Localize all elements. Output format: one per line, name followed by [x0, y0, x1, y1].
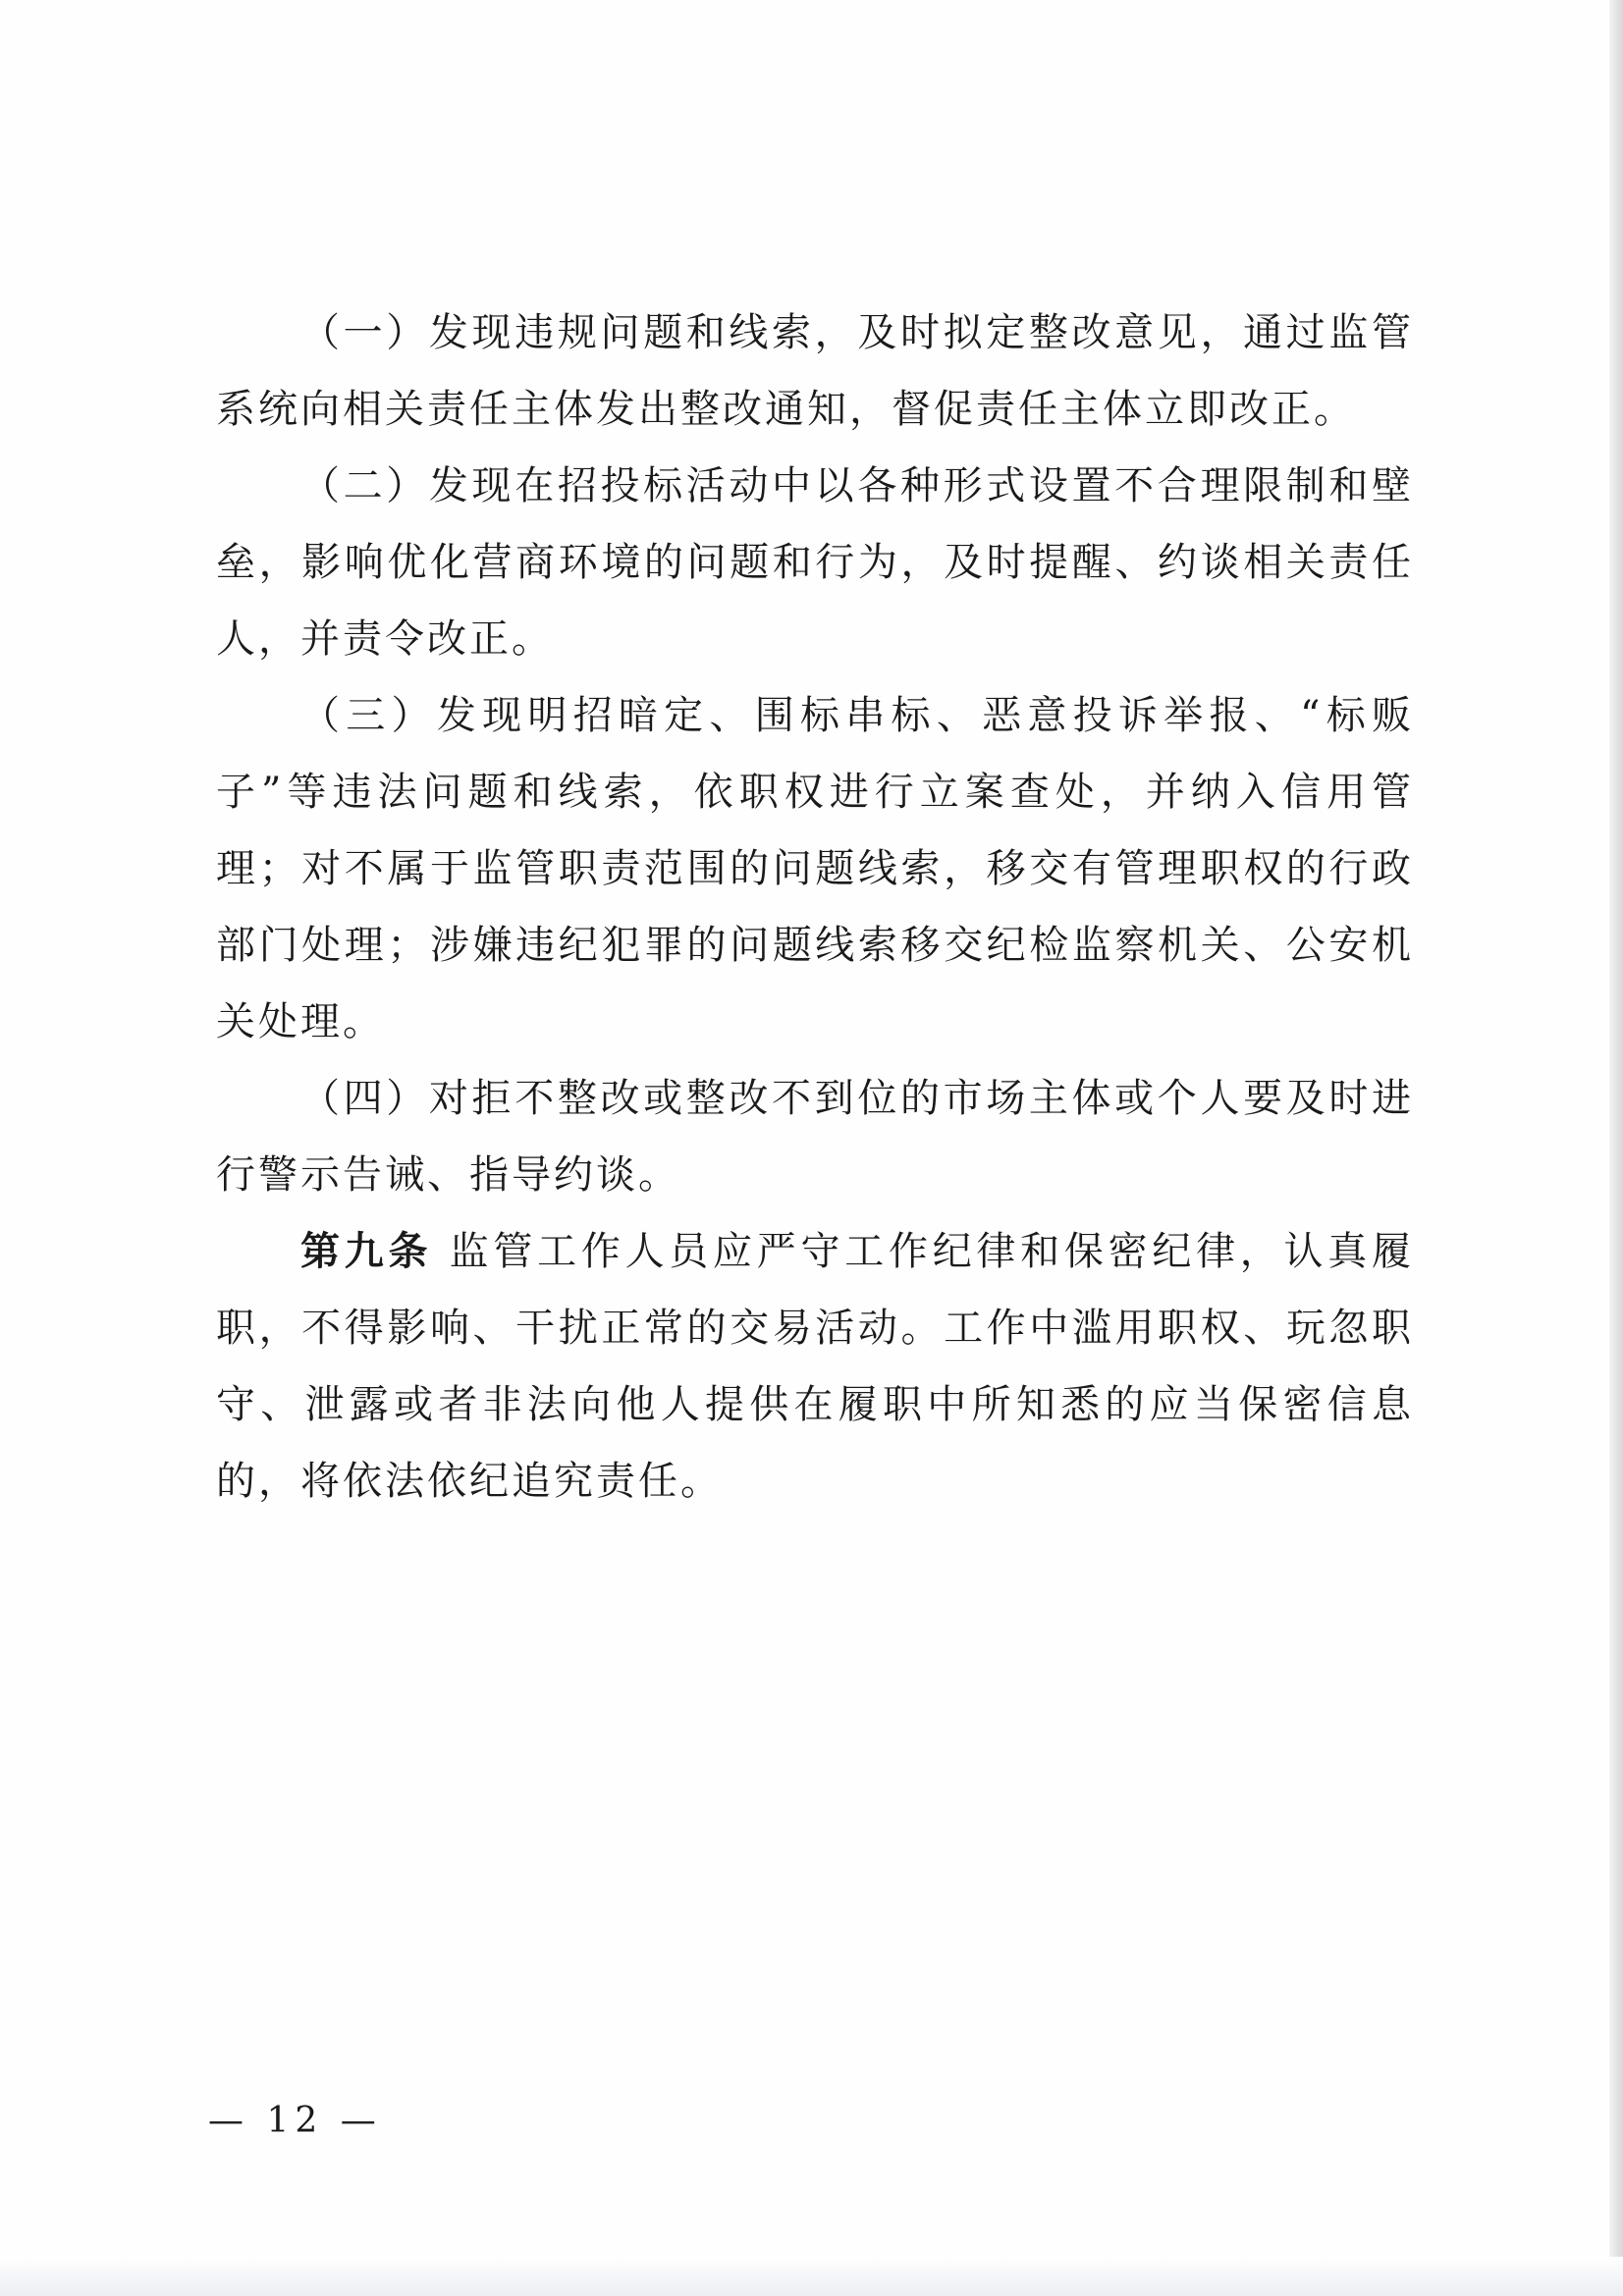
paragraph-item-2	[216, 448, 1414, 677]
paragraph-text: （一）发现违规问题和线索，及时拟定整改意见，通过监管系统向相关责任主体发出整改通知，督促责任主体立即改正。	[216, 310, 1414, 432]
paragraph-item-1	[216, 294, 1414, 448]
article-text: 监管工作人员应严守工作纪律和保密纪律，认真履职，不得影响、干扰正常的交易活动。工作中滥用职权、玩忽职守、泄露或者非法向他人提供在履职中所知悉的应当保密信息的，将依法依纪追究责任。	[216, 1229, 1415, 1504]
paragraph-item-4	[216, 1060, 1414, 1213]
paragraph-text: （三）发现明招暗定、围标串标、恶意投诉举报、“标贩子”等违法问题和线索，依职权进行立案查处，并纳入信用管理；对不属于监管职责范围的问题线索，移交有管理职权的行政部门处理；涉嫌违纪犯罪的问题线索移交纪检监察机关、公安机关处理。	[216, 693, 1414, 1044]
document-body	[216, 294, 1414, 1520]
scan-edge-right	[1609, 0, 1623, 2296]
article-nine	[216, 1213, 1414, 1520]
paragraph-text: （二）发现在招投标活动中以各种形式设置不合理限制和壁垒，影响优化营商环境的问题和行为，及时提醒、约谈相关责任人，并责令改正。	[216, 463, 1414, 662]
article-heading: 第九条	[300, 1228, 433, 1274]
page-number: — 12 —	[208, 2101, 382, 2141]
scan-edge-bottom	[0, 2257, 1623, 2296]
paragraph-text: （四）对拒不整改或整改不到位的市场主体或个人要及时进行警示告诫、指导约谈。	[216, 1076, 1414, 1198]
paragraph-item-3	[216, 677, 1414, 1060]
